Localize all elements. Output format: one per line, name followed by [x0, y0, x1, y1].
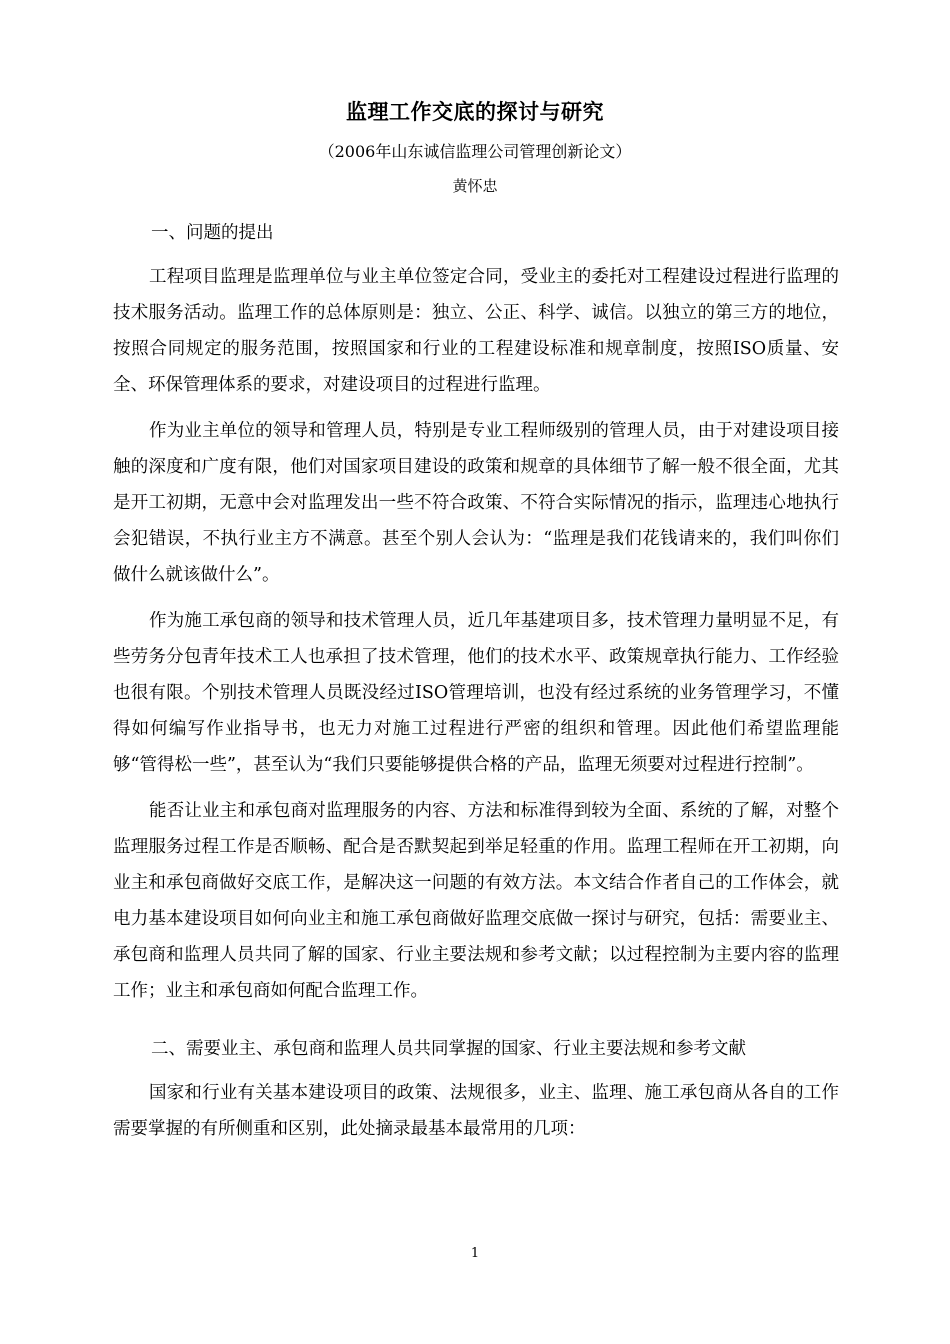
document-subtitle: （2006年山东诚信监理公司管理创新论文） [318, 142, 632, 161]
paragraph: 作为施工承包商的领导和技术管理人员，近几年基建项目多，技术管理力量明显不足，有些劳务分包青年技术工人也承担了技术管理，他们的技术水平、政策规章执行能力、工作经验也很有限。个别技术管理人员既没经过ISO管理培训，也没有经过系统的业务管理学习，不懂得如何编写作业指导书，也无力对施工过程进行严密的组织和管理。因此他们希望监理能够“管得松一些”，甚至认为“我们只要能够提供合格的产品，监理无须要对过程进行控制”。 [113, 611, 839, 775]
document-body [113, 215, 839, 1157]
paragraph: 国家和行业有关基本建设项目的政策、法规很多，业主、监理、施工承包商从各自的工作需要掌握的有所侧重和区别，此处摘录最基本最常用的几项： [113, 1083, 839, 1139]
page-number: 1 [470, 1246, 480, 1261]
section-heading-2: 二、需要业主、承包商和监理人员共同掌握的国家、行业主要法规和参考文献 [151, 1039, 746, 1059]
paragraph: 能否让业主和承包商对监理服务的内容、方法和标准得到较为全面、系统的了解，对整个监理服务过程工作是否顺畅、配合是否默契起到举足轻重的作用。监理工程师在开工初期，向业主和承包商做好交底工作，是解决这一问题的有效方法。本文结合作者自己的工作体会，就电力基本建设项目如何向业主和施工承包商做好监理交底做一探讨与研究，包括：需要业主、承包商和监理人员共同了解的国家、行业主要法规和参考文献；以过程控制为主要内容的监理工作；业主和承包商如何配合监理工作。 [113, 801, 839, 1001]
paragraph: 作为业主单位的领导和管理人员，特别是专业工程师级别的管理人员，由于对建设项目接触的深度和广度有限，他们对国家项目建设的政策和规章的具体细节了解一般不很全面，尤其是开工初期，无意中会对监理发出一些不符合政策、不符合实际情况的指示，监理违心地执行会犯错误，不执行业主方不满意。甚至个别人会认为：“监理是我们花钱请来的，我们叫你们做什么就该做什么”。 [113, 421, 839, 585]
document-title: 监理工作交底的探讨与研究 [346, 100, 604, 124]
paragraph: 工程项目监理是监理单位与业主单位签定合同，受业主的委托对工程建设过程进行监理的技术服务活动。监理工作的总体原则是：独立、公正、科学、诚信。以独立的第三方的地位，按照合同规定的服务范围，按照国家和行业的工程建设标准和规章制度，按照ISO质量、安全、环保管理体系的要求，对建设项目的过程进行监理。 [113, 267, 839, 395]
document-author: 黄怀忠 [452, 177, 498, 195]
section-heading-1: 一、问题的提出 [151, 223, 274, 243]
